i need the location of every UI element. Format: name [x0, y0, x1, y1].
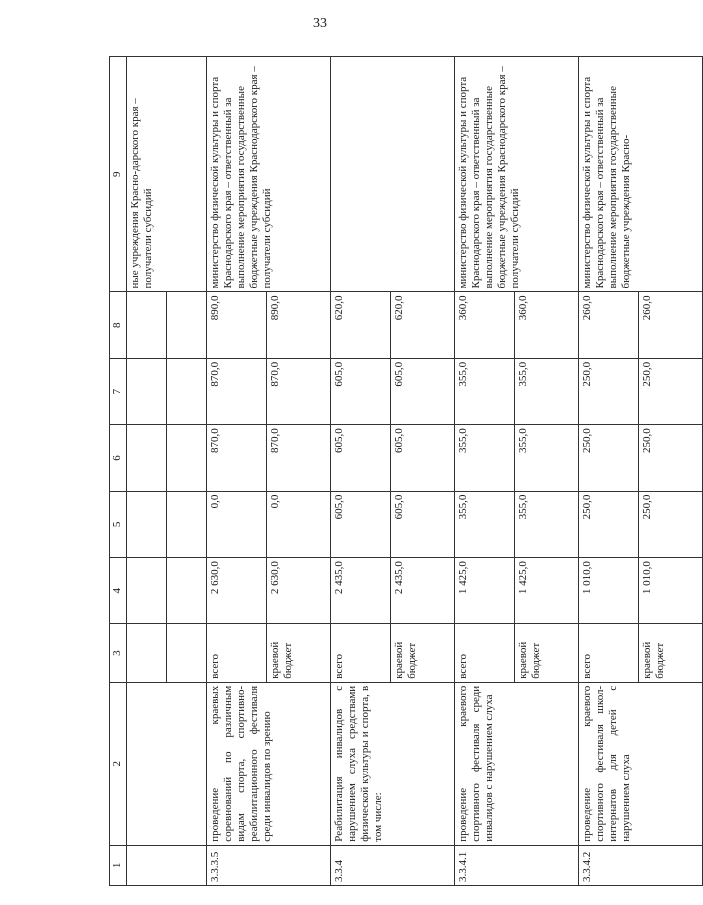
amount-c8-regional: 360,0: [515, 292, 579, 358]
amount-c7-total: 355,0: [455, 358, 515, 424]
amount-c6-regional: 605,0: [391, 425, 455, 491]
amount-c7-total: 870,0: [207, 358, 267, 424]
amount-c5-total: 250,0: [579, 491, 639, 557]
amount-c5-total: [127, 491, 167, 557]
row-code: 3.3.4.1: [455, 845, 579, 885]
table-row: [127, 57, 167, 886]
row-executor: министерство физической культуры и спорта Краснодарского края – ответственный за выполнение мероприятия государственные бюджетные учреждения Красно-: [579, 57, 703, 293]
table-row: [331, 57, 391, 886]
amount-c7-total: 250,0: [579, 358, 639, 424]
amount-c7-regional: 870,0: [267, 358, 331, 424]
amount-c8-total: 360,0: [455, 292, 515, 358]
funding-type-regional: [167, 624, 207, 682]
amount-c6-total: 355,0: [455, 425, 515, 491]
funding-type-total: всего: [579, 624, 639, 682]
amount-c4-total: 1 010,0: [579, 558, 639, 624]
amount-c6-total: 870,0: [207, 425, 267, 491]
row-executor: министерство физической культуры и спорта Краснодарского края – ответственный за выполнение мероприятия государственные бюджетные учреждения Краснодарского края – получатели субсидий: [207, 57, 331, 293]
amount-c6-regional: [167, 425, 207, 491]
amount-c5-regional: 0,0: [267, 491, 331, 557]
funding-type-total: всего: [207, 624, 267, 682]
table-body: [110, 57, 703, 886]
row-code: 3.3.4: [331, 845, 455, 885]
row-code: 3.3.3.5: [207, 845, 331, 885]
funding-type-total: [127, 624, 167, 682]
amount-c5-regional: [167, 491, 207, 557]
amount-c7-regional: 355,0: [515, 358, 579, 424]
column-header: 3: [110, 624, 127, 682]
funding-type-regional: краевой бюджет: [267, 624, 331, 682]
column-header: 7: [110, 358, 127, 424]
funding-type-regional: краевой бюджет: [639, 624, 703, 682]
rotated-table-container: [109, 56, 666, 886]
header-row: [110, 57, 127, 886]
amount-c8-total: [127, 292, 167, 358]
amount-c4-regional: 1 010,0: [639, 558, 703, 624]
amount-c5-regional: 355,0: [515, 491, 579, 557]
funding-type-regional: краевой бюджет: [391, 624, 455, 682]
table-row: [455, 57, 515, 886]
amount-c8-regional: 620,0: [391, 292, 455, 358]
page-number: 33: [313, 16, 327, 31]
amount-c8-regional: 260,0: [639, 292, 703, 358]
amount-c4-regional: 2 630,0: [267, 558, 331, 624]
funding-type-total: всего: [455, 624, 515, 682]
amount-c6-total: 605,0: [331, 425, 391, 491]
column-header: 2: [110, 682, 127, 845]
amount-c5-total: 0,0: [207, 491, 267, 557]
row-code: 3.3.4.2: [579, 845, 703, 885]
column-header: 8: [110, 292, 127, 358]
column-header: 6: [110, 425, 127, 491]
column-header: 9: [110, 57, 127, 293]
amount-c8-total: 620,0: [331, 292, 391, 358]
amount-c6-regional: 250,0: [639, 425, 703, 491]
row-description: проведение краевого спортивного фестиваля среди инвалидов с нарушением слуха: [455, 682, 579, 845]
amount-c4-total: [127, 558, 167, 624]
amount-c6-regional: 355,0: [515, 425, 579, 491]
row-description: проведение краевых соревнований по различным видам спорта, спортивно-реабилитационного фестиваля среди инвалидов по зрению: [207, 682, 331, 845]
amount-c4-total: 1 425,0: [455, 558, 515, 624]
program-table: [109, 56, 703, 886]
amount-c4-total: 2 630,0: [207, 558, 267, 624]
amount-c8-total: 260,0: [579, 292, 639, 358]
amount-c7-regional: [167, 358, 207, 424]
amount-c8-total: 890,0: [207, 292, 267, 358]
row-description: проведение краевого спортивного фестиваля школ-интернатов для детей с нарушением слуха: [579, 682, 703, 845]
column-header: 4: [110, 558, 127, 624]
amount-c7-total: [127, 358, 167, 424]
column-header: 1: [110, 845, 127, 885]
row-description: Реабилитация инвалидов с нарушением слуха средствами физической культуры и спорта, в том числе:: [331, 682, 455, 845]
funding-type-total: всего: [331, 624, 391, 682]
row-executor: [331, 57, 455, 293]
column-header: 5: [110, 491, 127, 557]
row-executor: ные учреждения Красно-дарского края – получатели субсидий: [127, 57, 207, 293]
amount-c5-regional: 250,0: [639, 491, 703, 557]
amount-c4-regional: 2 435,0: [391, 558, 455, 624]
amount-c5-total: 605,0: [331, 491, 391, 557]
amount-c5-total: 355,0: [455, 491, 515, 557]
amount-c8-regional: 890,0: [267, 292, 331, 358]
amount-c7-regional: 605,0: [391, 358, 455, 424]
amount-c4-regional: [167, 558, 207, 624]
amount-c4-regional: 1 425,0: [515, 558, 579, 624]
amount-c6-total: [127, 425, 167, 491]
amount-c6-total: 250,0: [579, 425, 639, 491]
amount-c8-regional: [167, 292, 207, 358]
table-row: [579, 57, 639, 886]
amount-c7-regional: 250,0: [639, 358, 703, 424]
amount-c7-total: 605,0: [331, 358, 391, 424]
amount-c4-total: 2 435,0: [331, 558, 391, 624]
funding-type-regional: краевой бюджет: [515, 624, 579, 682]
table-row: [207, 57, 267, 886]
row-executor: министерство физической культуры и спорта Краснодарского края – ответственный за выполнение мероприятия государственные бюджетные учреждения Краснодарского края – получатели субсидий: [455, 57, 579, 293]
amount-c6-regional: 870,0: [267, 425, 331, 491]
row-description: [127, 682, 207, 845]
amount-c5-regional: 605,0: [391, 491, 455, 557]
row-code: [127, 845, 207, 885]
